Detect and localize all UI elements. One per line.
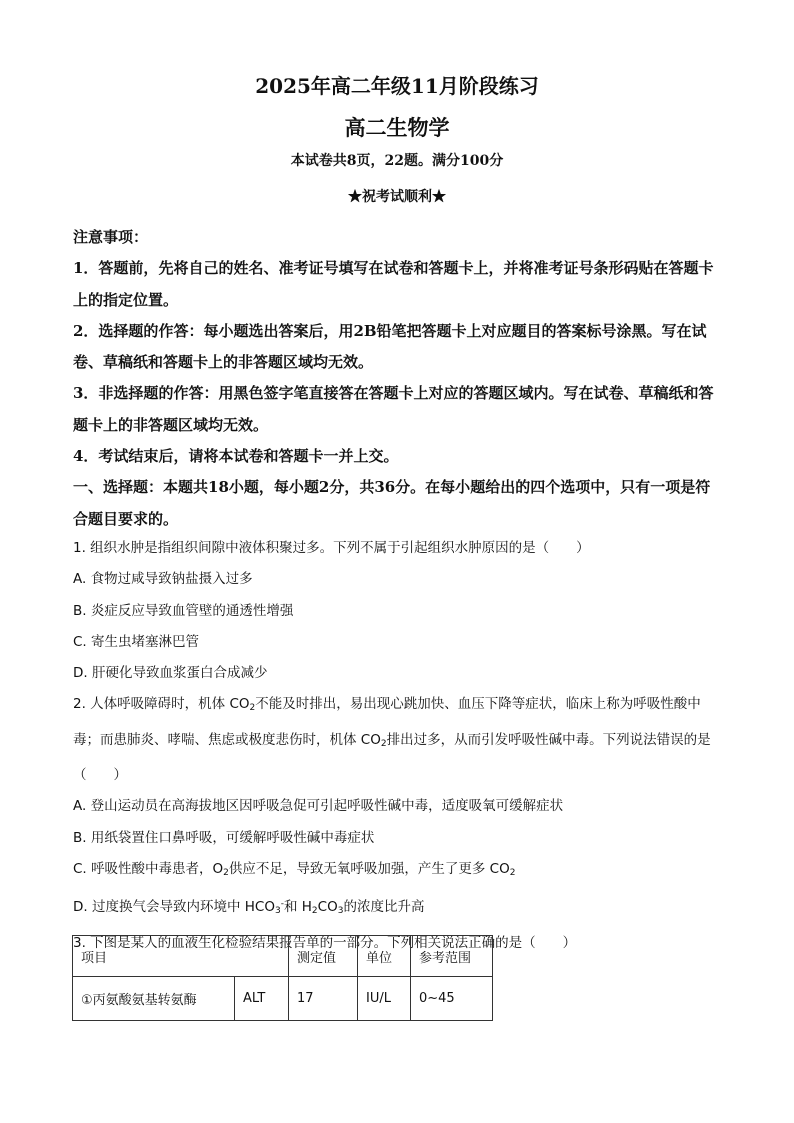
lab-report-table bbox=[72, 935, 493, 1021]
q1-option-a: A. 食物过咸导致钠盐摄入过多 bbox=[73, 571, 253, 588]
table-header-cell: 参考范围 bbox=[411, 936, 493, 977]
table-cell: ALT bbox=[235, 977, 289, 1021]
q3-stem: 3. 下图是某人的血液生化检验结果报告单的一部分。下列相关说法正确的是（ ） bbox=[73, 934, 577, 951]
q2-stem: 2. 人体呼吸障碍时，机体 $CO_2$不能及时排出，易出现心跳加快、血压下降等症状，临床上称为呼吸性酸中毒；而患肺炎、哮喘、焦虑或极度悲伤时，机体 $CO_2$排出过多，从而引发呼吸性碱中毒。下列说法错误的是（ ） bbox=[73, 696, 711, 784]
table-cell: 17 bbox=[289, 977, 358, 1021]
q2-option-a: A. 登山运动员在高海拔地区因呼吸急促可引起呼吸性碱中毒，适度吸氧可缓解症状 bbox=[73, 798, 564, 815]
note-item: 1．答题前，先将自己的姓名、准考证号填写在试卷和答题卡上，并将准考证号条形码贴在答题卡上的指定位置。 bbox=[73, 259, 714, 309]
note-item: 2．选择题的作答：每小题选出答案后，用2B铅笔把答题卡上对应题目的答案标号涂黑。写在试卷、草稿纸和答题卡上的非答题区域均无效。 bbox=[73, 321, 707, 372]
q1-option-d: D. 肝硬化导致血浆蛋白合成减少 bbox=[73, 665, 268, 682]
q1-stem: 1. 组织水肿是指组织间隙中液体积聚过多。下列不属于引起组织水肿原因的是（ ） bbox=[73, 540, 590, 556]
exam-title: 2025年高二年级11月阶段练习 bbox=[255, 74, 539, 98]
notes-section bbox=[73, 222, 723, 535]
q2-option-b: B. 用纸袋置住口鼻呼吸，可缓解呼吸性碱中毒症状 bbox=[73, 829, 375, 846]
note-item: 4．考试结束后，请将本试卷和答题卡一并上交。 bbox=[73, 447, 399, 466]
blessing-line: ★祝考试顺利★ bbox=[348, 189, 446, 205]
table-cell: IU/L bbox=[358, 977, 411, 1021]
table-header-cell: 测定值 bbox=[289, 936, 358, 977]
questions bbox=[73, 533, 723, 959]
table-cell: ①丙氨酸氨基转氨酶 bbox=[73, 977, 235, 1021]
q2-option-c: C. 呼吸性酸中毒患者，$O_2$供应不足，导致无氧呼吸加强，产生了更多 $CO_2$ bbox=[73, 860, 516, 878]
table-cell: 0~45 bbox=[411, 977, 493, 1021]
table-header-row bbox=[73, 936, 493, 977]
table-header-cell: 项目 bbox=[73, 936, 289, 977]
q1-option-b: B. 炎症反应导致血管壁的通透性增强 bbox=[73, 602, 294, 619]
table-row bbox=[73, 977, 493, 1021]
notes-heading: 注意事项： bbox=[73, 228, 149, 246]
q2-option-d: D. 过度换气会导致内环境中 $HCO_3^-$和 $H_2CO_3$的浓度比升高 bbox=[73, 899, 425, 917]
subject-title: 高二生物学 bbox=[344, 115, 450, 140]
exam-info: 本试卷共8页，22题。满分100分 bbox=[290, 153, 504, 169]
note-item: 3．非选择题的作答：用黑色签字笔直接答在答题卡上对应的答题区域内。写在试卷、草稿纸和答题卡上的非答题区域均无效。 bbox=[73, 384, 714, 434]
q1-option-c: C. 寄生虫堵塞淋巴管 bbox=[73, 633, 200, 650]
section-heading: 一、选择题：本题共18小题，每小题2分，共36分。在每小题给出的四个选项中，只有一项是符合题目要求的。 bbox=[73, 478, 711, 528]
table-header-cell: 单位 bbox=[358, 936, 411, 977]
